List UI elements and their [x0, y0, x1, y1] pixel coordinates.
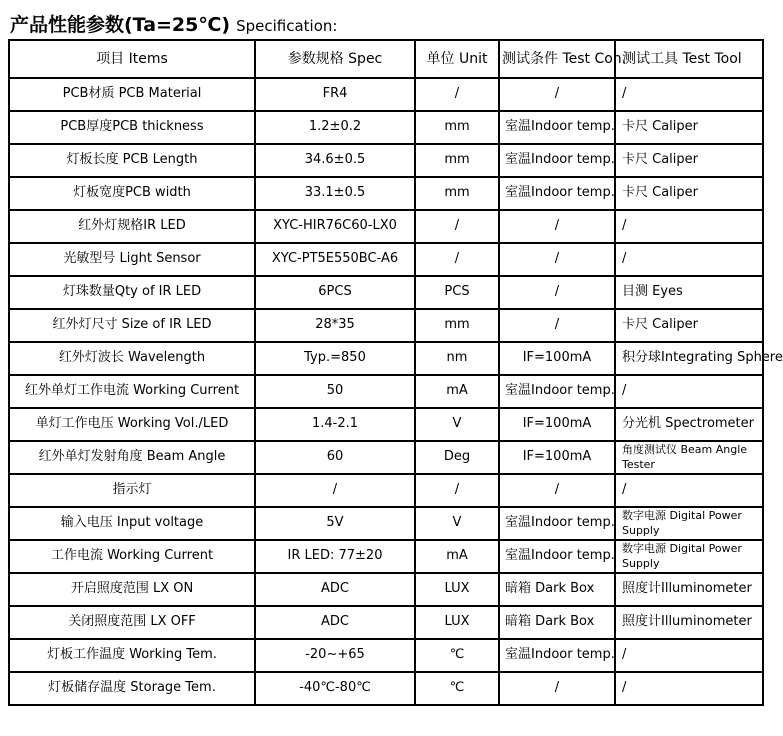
cell-unit: Deg: [415, 441, 499, 474]
header-cond: 测试条件 Test Con.: [499, 40, 615, 78]
table-row: [9, 375, 763, 408]
cell-tool: 目测 Eyes: [615, 276, 763, 309]
header-unit: 单位 Unit: [415, 40, 499, 78]
table-row: [9, 210, 763, 243]
cell-spec: 28*35: [255, 309, 415, 342]
cell-tool: 积分球Integrating Sphere: [615, 342, 763, 375]
cell-item: 灯板宽度PCB width: [9, 177, 255, 210]
cell-item: 单灯工作电压 Working Vol./LED: [9, 408, 255, 441]
cell-unit: mm: [415, 111, 499, 144]
cell-item: 红外单灯工作电流 Working Current: [9, 375, 255, 408]
header-tool: 测试工具 Test Tool: [615, 40, 763, 78]
cell-unit: mm: [415, 177, 499, 210]
cell-item: 红外灯尺寸 Size of IR LED: [9, 309, 255, 342]
table-row: [9, 573, 763, 606]
table-row: [9, 177, 763, 210]
cell-spec: 60: [255, 441, 415, 474]
cell-spec: 1.4-2.1: [255, 408, 415, 441]
cell-item: 红外单灯发射角度 Beam Angle: [9, 441, 255, 474]
cell-tool: 分光机 Spectrometer: [615, 408, 763, 441]
cell-tool: 卡尺 Caliper: [615, 144, 763, 177]
cell-cond: IF=100mA: [499, 408, 615, 441]
cell-cond: /: [499, 309, 615, 342]
table-row: [9, 639, 763, 672]
cell-item: 灯珠数量Qty of IR LED: [9, 276, 255, 309]
cell-cond: 室温Indoor temp.: [499, 177, 615, 210]
cell-tool: 卡尺 Caliper: [615, 177, 763, 210]
cell-item: 光敏型号 Light Sensor: [9, 243, 255, 276]
cell-spec: 33.1±0.5: [255, 177, 415, 210]
cell-spec: 1.2±0.2: [255, 111, 415, 144]
table-row: [9, 507, 763, 540]
header-spec: 参数规格 Spec: [255, 40, 415, 78]
cell-spec: FR4: [255, 78, 415, 111]
table-row: [9, 408, 763, 441]
header-item: 项目 Items: [9, 40, 255, 78]
cell-item: 灯板储存温度 Storage Tem.: [9, 672, 255, 705]
cell-spec: 34.6±0.5: [255, 144, 415, 177]
cell-item: 工作电流 Working Current: [9, 540, 255, 573]
table-row: [9, 309, 763, 342]
cell-tool: 角度测试仪 Beam Angle Tester: [615, 441, 763, 474]
cell-item: 指示灯: [9, 474, 255, 507]
cell-cond: 暗箱 Dark Box: [499, 606, 615, 639]
title-sub: Specification:: [236, 17, 338, 35]
page-title: [10, 10, 337, 40]
cell-tool: /: [615, 243, 763, 276]
cell-item: 灯板长度 PCB Length: [9, 144, 255, 177]
cell-spec: -20~+65: [255, 639, 415, 672]
cell-unit: PCS: [415, 276, 499, 309]
table-row: [9, 441, 763, 474]
cell-spec: XYC-PT5E550BC-A6: [255, 243, 415, 276]
cell-unit: /: [415, 243, 499, 276]
table-row: [9, 342, 763, 375]
cell-item: 灯板工作温度 Working Tem.: [9, 639, 255, 672]
cell-cond: /: [499, 78, 615, 111]
cell-spec: 50: [255, 375, 415, 408]
cell-spec: /: [255, 474, 415, 507]
cell-unit: mm: [415, 309, 499, 342]
cell-unit: /: [415, 474, 499, 507]
cell-unit: LUX: [415, 573, 499, 606]
cell-item: 输入电压 Input voltage: [9, 507, 255, 540]
cell-item: PCB材质 PCB Material: [9, 78, 255, 111]
cell-tool: 照度计Illuminometer: [615, 606, 763, 639]
cell-tool: /: [615, 78, 763, 111]
cell-tool: 数字电源 Digital Power Supply: [615, 540, 763, 573]
cell-unit: nm: [415, 342, 499, 375]
cell-item: 关闭照度范围 LX OFF: [9, 606, 255, 639]
cell-tool: 照度计Illuminometer: [615, 573, 763, 606]
cell-unit: mm: [415, 144, 499, 177]
cell-tool: 卡尺 Caliper: [615, 309, 763, 342]
cell-tool: /: [615, 639, 763, 672]
cell-unit: /: [415, 210, 499, 243]
cell-unit: V: [415, 408, 499, 441]
cell-item: PCB厚度PCB thickness: [9, 111, 255, 144]
table-row: [9, 606, 763, 639]
cell-tool: /: [615, 672, 763, 705]
cell-cond: 室温Indoor temp.: [499, 144, 615, 177]
cell-cond: 室温Indoor temp.: [499, 639, 615, 672]
cell-spec: ADC: [255, 606, 415, 639]
cell-unit: ℃: [415, 672, 499, 705]
cell-item: 红外灯波长 Wavelength: [9, 342, 255, 375]
cell-cond: /: [499, 474, 615, 507]
cell-cond: /: [499, 210, 615, 243]
cell-unit: ℃: [415, 639, 499, 672]
cell-item: 红外灯规格IR LED: [9, 210, 255, 243]
table-row: [9, 78, 763, 111]
table-row: [9, 474, 763, 507]
table-row: [9, 276, 763, 309]
cell-spec: -40℃-80℃: [255, 672, 415, 705]
cell-spec: 6PCS: [255, 276, 415, 309]
cell-tool: /: [615, 210, 763, 243]
table-header-row: [9, 40, 763, 78]
cell-spec: XYC-HIR76C60-LX0: [255, 210, 415, 243]
cell-tool: /: [615, 375, 763, 408]
cell-cond: 室温Indoor temp.: [499, 375, 615, 408]
table-row: [9, 540, 763, 573]
cell-cond: /: [499, 672, 615, 705]
cell-unit: LUX: [415, 606, 499, 639]
cell-spec: Typ.=850: [255, 342, 415, 375]
cell-cond: /: [499, 243, 615, 276]
cell-cond: 室温Indoor temp.: [499, 111, 615, 144]
table-row: [9, 144, 763, 177]
cell-unit: /: [415, 78, 499, 111]
cell-tool: 数字电源 Digital Power Supply: [615, 507, 763, 540]
table-row: [9, 672, 763, 705]
cell-spec: ADC: [255, 573, 415, 606]
cell-tool: 卡尺 Caliper: [615, 111, 763, 144]
cell-cond: 暗箱 Dark Box: [499, 573, 615, 606]
cell-cond: 室温Indoor temp.: [499, 507, 615, 540]
cell-cond: /: [499, 276, 615, 309]
table-row: [9, 111, 763, 144]
spec-table: [8, 39, 783, 706]
cell-cond: IF=100mA: [499, 342, 615, 375]
cell-cond: 室温Indoor temp.: [499, 540, 615, 573]
cell-spec: 5V: [255, 507, 415, 540]
cell-tool: /: [615, 474, 763, 507]
cell-unit: mA: [415, 540, 499, 573]
cell-item: 开启照度范围 LX ON: [9, 573, 255, 606]
cell-unit: mA: [415, 375, 499, 408]
cell-spec: IR LED: 77±20: [255, 540, 415, 573]
cell-unit: V: [415, 507, 499, 540]
table-row: [9, 243, 763, 276]
cell-cond: IF=100mA: [499, 441, 615, 474]
title-main: 产品性能参数(Ta=25℃): [10, 14, 231, 36]
